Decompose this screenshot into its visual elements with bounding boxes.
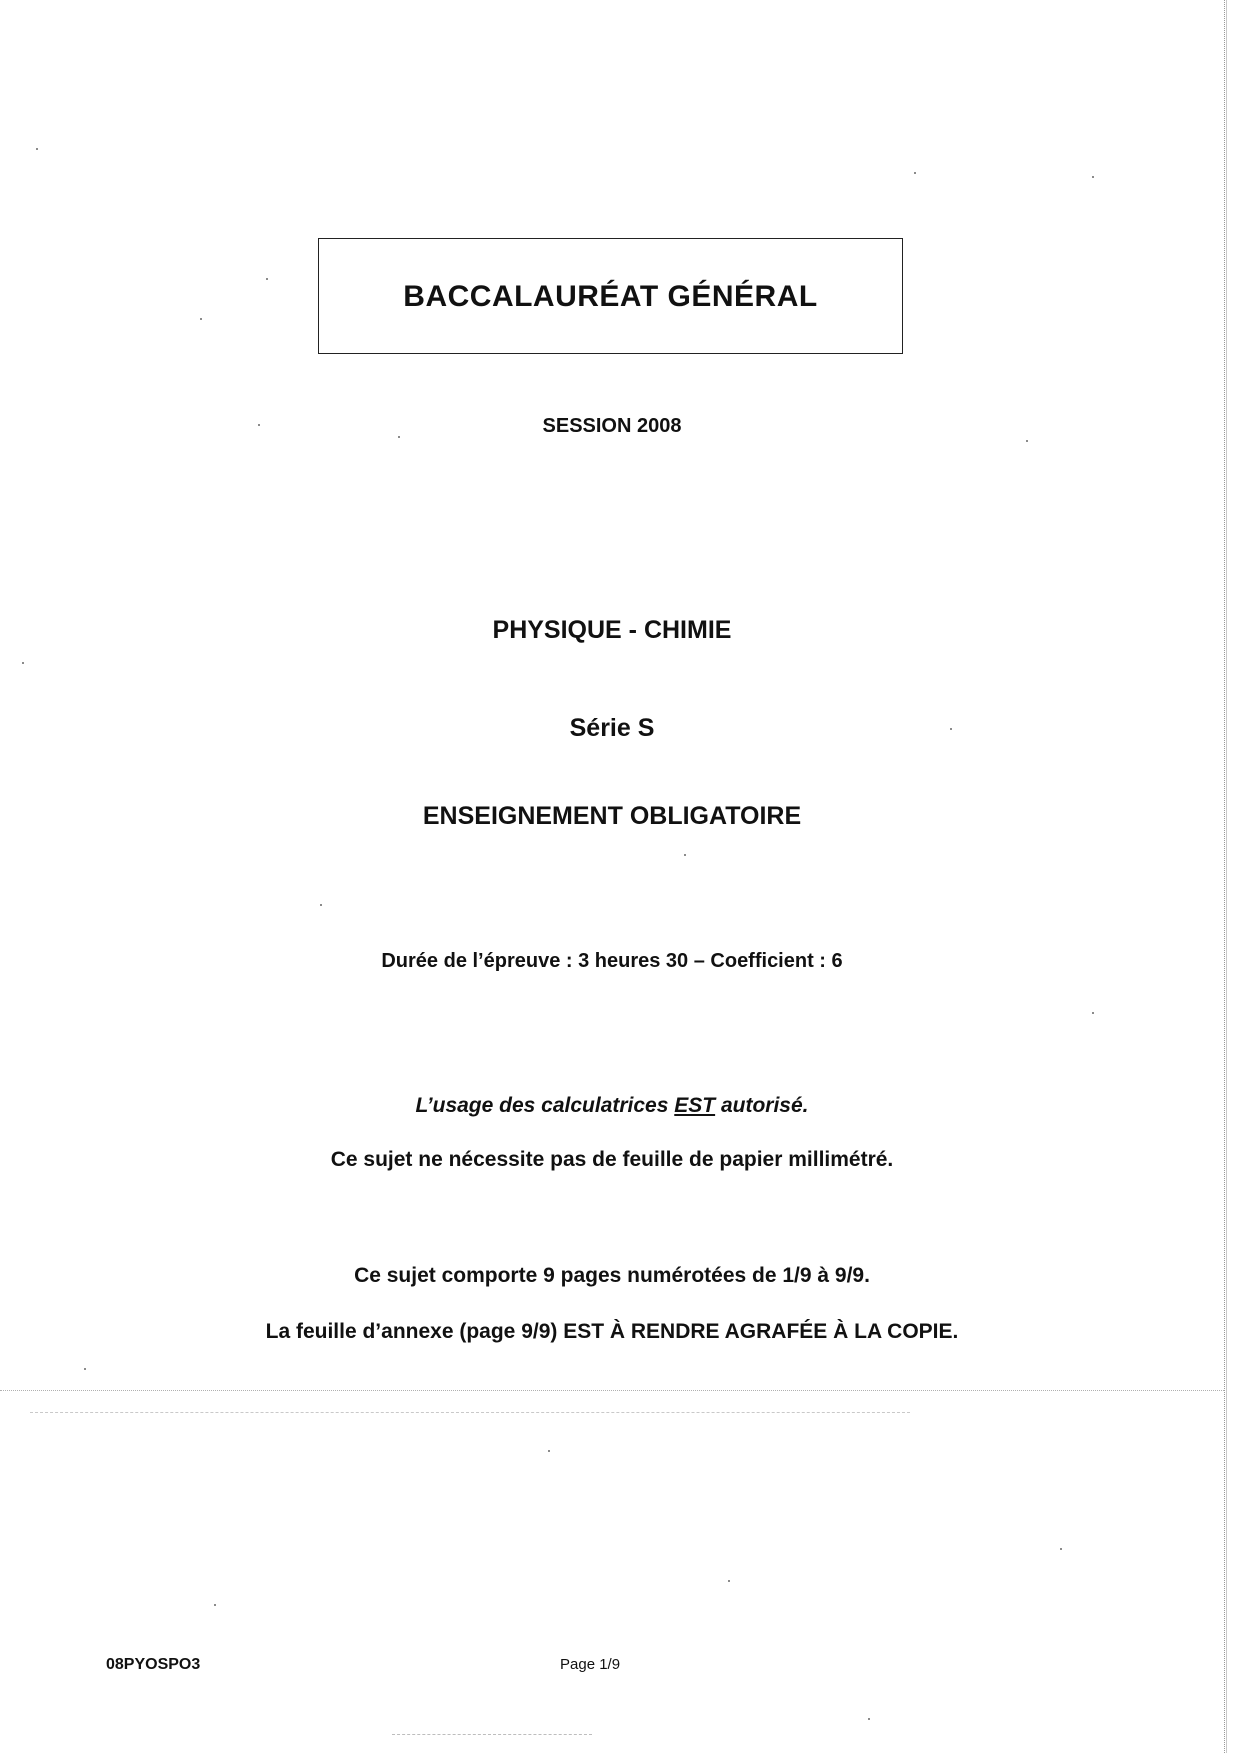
duration-coefficient: Durée de l’épreuve : 3 heures 30 – Coefficient : 6 — [381, 950, 843, 972]
scan-artifact-line — [30, 1412, 910, 1413]
scan-artifact-line — [0, 1390, 1224, 1391]
page-count-notice: Ce sujet comporte 9 pages numérotées de 1/9 à 9/9. — [354, 1264, 870, 1287]
scan-speck — [1060, 1548, 1062, 1550]
scan-speck — [684, 854, 686, 856]
scan-speck — [548, 1450, 550, 1452]
enseignement-label: ENSEIGNEMENT OBLIGATOIRE — [422, 802, 802, 830]
graph-paper-notice: Ce sujet ne nécessite pas de feuille de papier millimétré. — [330, 1148, 894, 1171]
scan-speck — [1092, 176, 1094, 178]
scan-edge-dotted — [1224, 0, 1225, 1753]
scan-edge — [1226, 0, 1227, 1753]
exam-title: BACCALAURÉAT GÉNÉRAL — [403, 280, 818, 313]
calculator-notice — [0, 1094, 1224, 1118]
scan-speck — [914, 172, 916, 174]
scan-speck — [266, 278, 268, 280]
scan-speck — [1092, 1012, 1094, 1014]
scan-speck — [320, 904, 322, 906]
scan-speck — [258, 424, 260, 426]
annex-notice: La feuille d’annexe (page 9/9) EST À RENDRE AGRAFÉE À LA COPIE. — [265, 1320, 959, 1343]
scan-speck — [1026, 440, 1028, 442]
scan-speck — [868, 1718, 870, 1720]
scan-speck — [214, 1604, 216, 1606]
subject-label: PHYSIQUE - CHIMIE — [492, 616, 732, 644]
scan-speck — [728, 1580, 730, 1582]
page-number: Page 1/9 — [560, 1656, 621, 1673]
scan-speck — [84, 1368, 86, 1370]
serie-label: Série S — [569, 714, 655, 742]
scan-speck — [36, 148, 38, 150]
calculator-notice-after: autorisé. — [715, 1094, 809, 1117]
calculator-notice-before: L’usage des calculatrices — [415, 1094, 675, 1117]
scan-speck — [22, 662, 24, 664]
calculator-notice-emphasis: EST — [674, 1094, 716, 1117]
session-label: SESSION 2008 — [542, 415, 682, 437]
scan-speck — [950, 728, 952, 730]
document-code: 08PYOSPO3 — [106, 1656, 201, 1673]
scan-speck — [398, 436, 400, 438]
scan-speck — [200, 318, 202, 320]
scan-artifact-line — [392, 1734, 592, 1735]
